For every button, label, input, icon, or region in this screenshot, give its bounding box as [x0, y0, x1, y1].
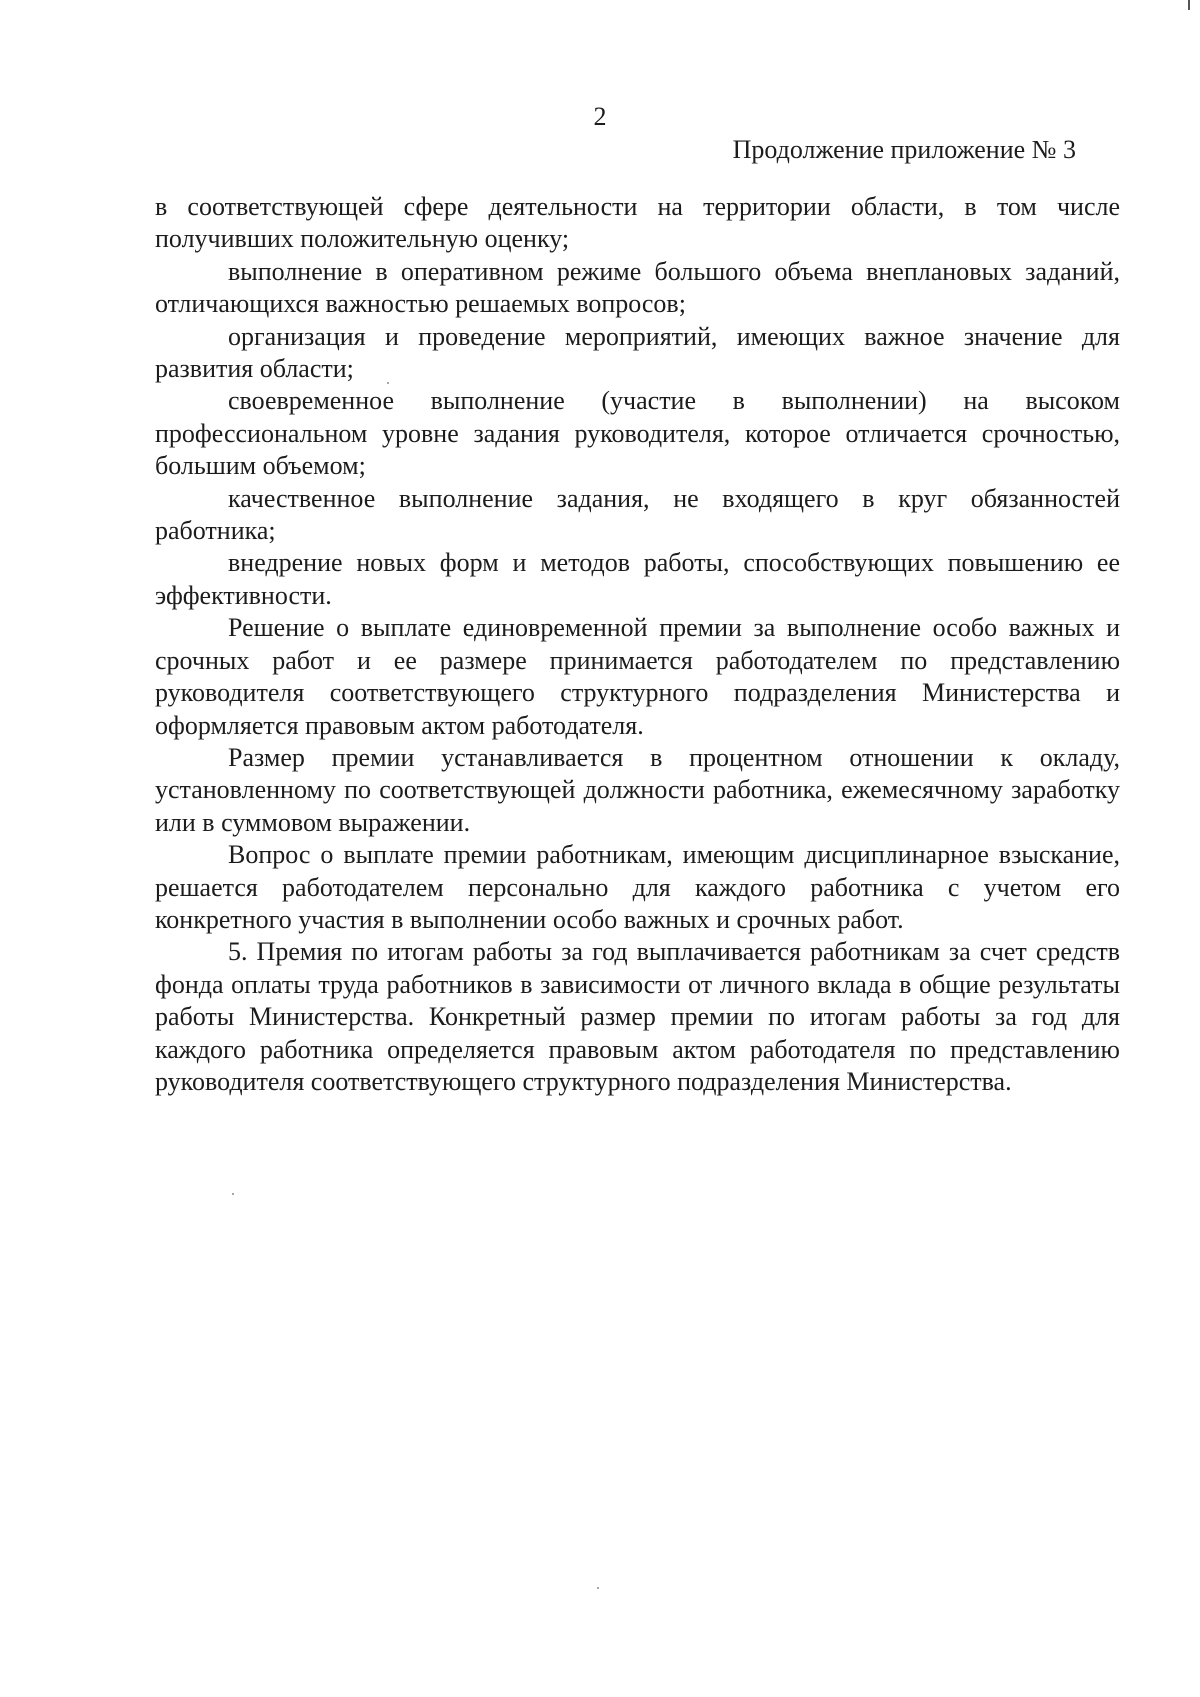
document-body	[155, 191, 1120, 1098]
paragraph-bonus-size: Размер премии устанавливается в процентном отношении к окладу, установленному по соответствующей должности работника, ежемесячному заработку или в суммовом выражении.	[155, 742, 1120, 837]
paragraph-disciplinary-question: Вопрос о выплате премии работникам, имеющим дисциплинарное взыскание, решается работодателем персонально для каждого работника с учетом его конкретного участия в выполнении особо важных и срочных работ.	[155, 840, 1120, 934]
page-number: 2	[593, 102, 607, 131]
scan-edge-mark	[1188, 0, 1190, 10]
paragraph-timely-execution: своевременное выполнение (участие в выполнении) на высоком профессиональном уровне задания руководителя, которое отличается срочностью, большим объемом;	[155, 386, 1120, 481]
paragraph-unplanned-tasks: выполнение в оперативном режиме большого объема внеплановых заданий, отличающихся важностью решаемых вопросов;	[155, 256, 1120, 319]
paragraph-continuation: в соответствующей сфере деятельности на территории области, в том числе получивших положительную оценку;	[155, 192, 1120, 254]
scan-speck	[387, 382, 389, 384]
paragraph-new-methods: внедрение новых форм и методов работы, способствующих повышению ее эффективности.	[155, 548, 1120, 610]
paragraph-events-organization: организация и проведение мероприятий, имеющих важное значение для развития области;	[155, 321, 1120, 384]
paragraph-annual-bonus: 5. Премия по итогам работы за год выплачивается работникам за счет средств фонда оплаты труда работников в зависимости от личного вклада в общие результаты работы Министерства. Конкретный размер премии по итогам работы за год для каждого работника определяется правовым актом работодателя по представлению руководителя соответствующего структурного подразделения Министерства.	[155, 937, 1120, 1096]
paragraph-bonus-decision: Решение о выплате единовременной премии за выполнение особо важных и срочных работ и ее размере принимается работодателем по представлению руководителя соответствующего структурного подразделения Министерства и оформляется правовым актом работодателя.	[155, 613, 1120, 740]
paragraph-quality-execution: качественное выполнение задания, не входящего в круг обязанностей работника;	[155, 483, 1120, 546]
scan-speck	[597, 1587, 599, 1589]
scan-speck	[232, 1193, 234, 1195]
appendix-continuation-note: Продолжение приложение № 3	[732, 135, 1076, 164]
